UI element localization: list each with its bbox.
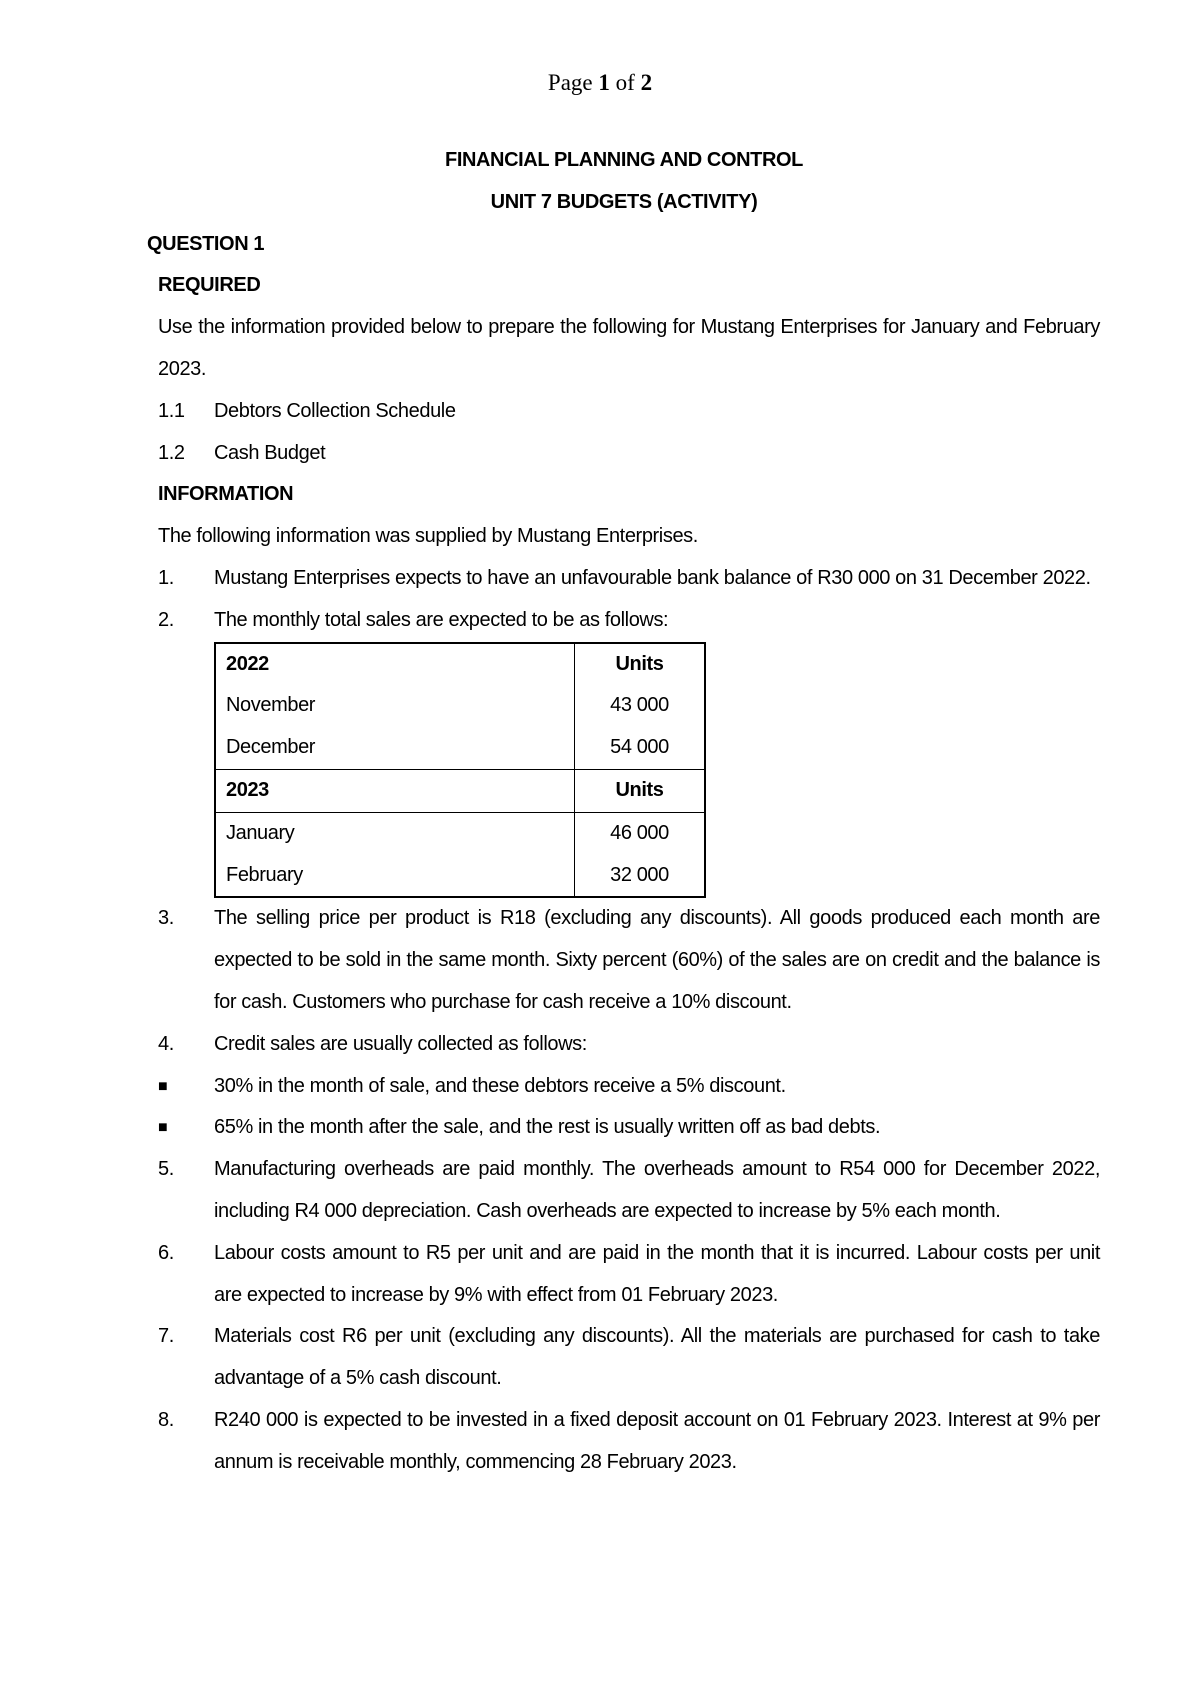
units-header-cell: Units (615, 652, 664, 675)
table-header-row (215, 643, 705, 686)
units-cell: 54 000 (610, 736, 669, 759)
page-number-prefix: Page (547, 70, 599, 95)
information-bullet-item (158, 1066, 1100, 1108)
required-item (158, 391, 1100, 433)
year-cell: 2022 (215, 643, 575, 686)
units-cell: 32 000 (610, 863, 669, 886)
question-heading: QUESTION 1 (147, 232, 265, 255)
month-cell: January (215, 812, 575, 854)
item-number: 7. (158, 1325, 174, 1348)
item-number: 6. (158, 1241, 174, 1264)
information-item (158, 1316, 1100, 1400)
item-text: The selling price per product is R18 (excluding any discounts). All goods produced each month are expected to be sold in the same month. Sixty percent (60%) of the sales are on credit and the balance is for cash. Customers who purchase for cash receive a 10% discount. (214, 907, 1100, 1013)
information-bullet-item (158, 1107, 1100, 1149)
document-subtitle: UNIT 7 BUDGETS (ACTIVITY) (490, 190, 758, 213)
item-text: Mustang Enterprises expects to have an unfavourable bank balance of R30 000 on 31 December 2022. (214, 566, 1091, 589)
information-item (158, 1149, 1100, 1233)
units-header-cell: Units (575, 769, 706, 812)
table-header-row (215, 769, 705, 812)
item-text: Credit sales are usually collected as follows: (214, 1032, 587, 1055)
information-heading: INFORMATION (158, 483, 294, 506)
bullet-square-icon: ■ (158, 1077, 168, 1095)
month-cell: February (215, 855, 575, 898)
information-intro: The following information was supplied by Mustang Enterprises. (158, 525, 698, 548)
page-number-total: 2 (640, 70, 653, 95)
item-number: 4. (158, 1032, 174, 1055)
page-number-middle: of (609, 70, 641, 95)
year-cell: 2023 (215, 769, 575, 812)
month-cell: December (215, 727, 575, 769)
item-text: Debtors Collection Schedule (214, 399, 456, 422)
item-number: 5. (158, 1158, 174, 1181)
item-number: 3. (158, 907, 174, 930)
item-text: The monthly total sales are expected to be as follows: (214, 608, 669, 631)
units-cell: 43 000 (610, 694, 669, 717)
item-text: 65% in the month after the sale, and the rest is usually written off as bad debts. (214, 1116, 881, 1139)
information-item (158, 600, 1100, 642)
required-intro: Use the information provided below to prepare the following for Mustang Enterprises for January and February 2023. (158, 316, 1100, 380)
information-item (158, 1233, 1100, 1317)
item-text: 30% in the month of sale, and these debtors receive a 5% discount. (214, 1074, 786, 1097)
information-item (158, 1024, 1100, 1066)
item-text: Cash Budget (214, 441, 326, 464)
item-text: Labour costs amount to R5 per unit and are paid in the month that it is incurred. Labour costs per unit are expected to increase by 9% with effect from 01 February 2023. (214, 1241, 1100, 1306)
document-body (148, 140, 1100, 1484)
table-row (215, 812, 705, 854)
page-number (0, 70, 1200, 96)
item-text: Materials cost R6 per unit (excluding any discounts). All the materials are purchased for cash to take advantage of a 5% cash discount. (214, 1325, 1100, 1390)
information-item (158, 898, 1100, 1023)
page-number-current: 1 (598, 70, 610, 95)
table-row (215, 855, 705, 898)
table-row (215, 685, 705, 727)
item-number: 2. (158, 608, 174, 631)
item-number: 1. (158, 566, 174, 589)
item-text: R240 000 is expected to be invested in a fixed deposit account on 01 February 2023. Interest at 9% per annum is receivable monthly, commencing 28 February 2023. (214, 1408, 1100, 1473)
information-item (158, 558, 1100, 600)
item-number: 8. (158, 1408, 174, 1431)
month-cell: November (215, 685, 575, 727)
bullet-square-icon: ■ (158, 1119, 168, 1137)
required-item (158, 433, 1100, 475)
sales-table (214, 642, 706, 899)
units-cell: 46 000 (575, 812, 706, 854)
item-number: 1.2 (158, 441, 185, 464)
document-title: FINANCIAL PLANNING AND CONTROL (445, 149, 803, 171)
item-number: 1.1 (158, 399, 185, 422)
table-row (215, 727, 705, 769)
information-item (158, 1400, 1100, 1484)
required-heading: REQUIRED (158, 274, 261, 297)
item-text: Manufacturing overheads are paid monthly. The overheads amount to R54 000 for December 2022, including R4 000 depreciation. Cash overheads are expected to increase by 5% each month. (214, 1158, 1100, 1222)
